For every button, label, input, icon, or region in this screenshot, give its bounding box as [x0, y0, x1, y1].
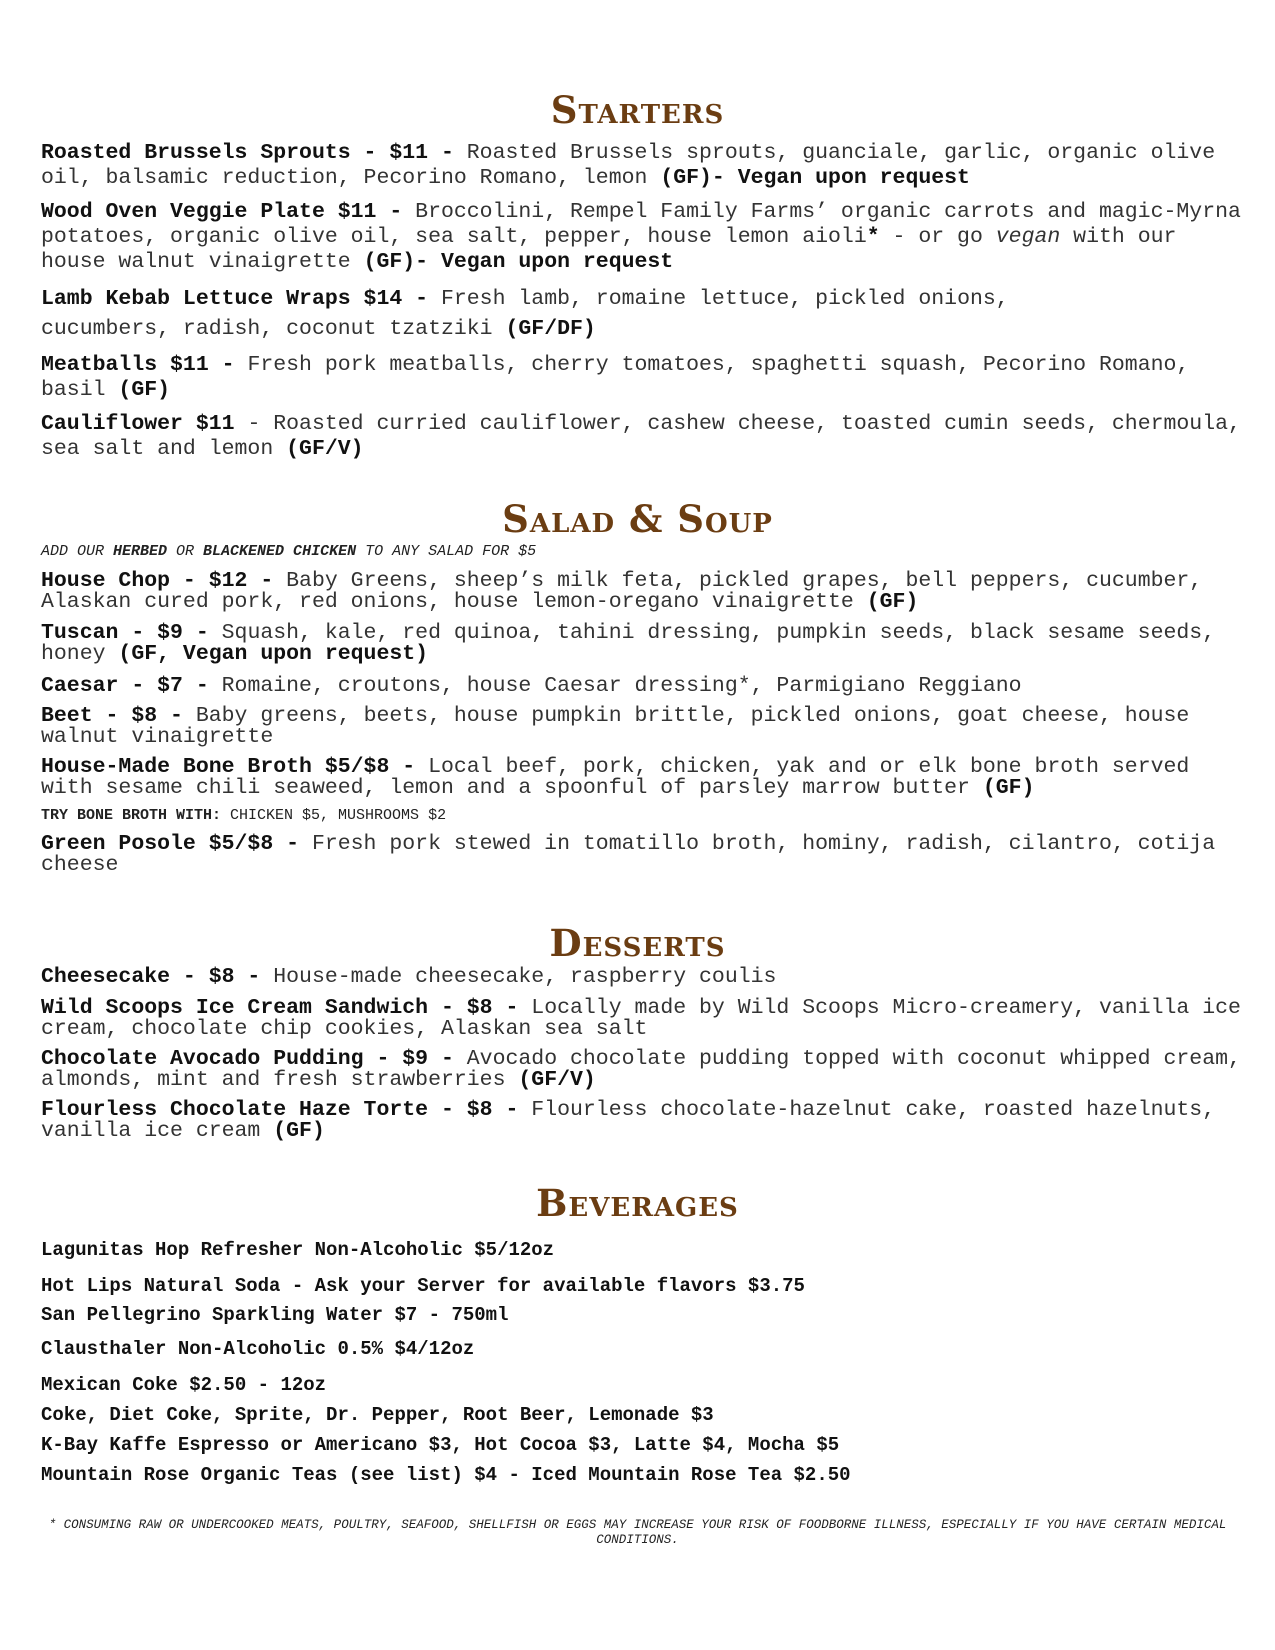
menu-item-flourless-torte: [41, 1100, 1241, 1142]
bone-broth-addon-note: [41, 807, 1241, 824]
item-name: Flourless Chocolate Haze Torte - $8 -: [41, 1098, 519, 1122]
menu-item-brussels-sprouts: [41, 141, 1241, 191]
item-description: Roasted Brussels sprouts, guanciale, garlic, organic olive oil, balsamic reduction, Pecorino Romano, lemon: [41, 141, 1216, 190]
dietary-tag: (GF): [118, 378, 171, 402]
beverage-item: Clausthaler Non-Alcoholic 0.5% $4/12oz: [41, 1338, 475, 1360]
item-description: House-made cheesecake, raspberry coulis: [260, 965, 777, 989]
item-name: House-Made Bone Broth $5/$8 -: [41, 755, 416, 779]
item-description: Baby Greens, sheep’s milk feta, pickled grapes, bell peppers, cucumber, Alaskan cured pork, red onions, house lemon-oregano vinaigrette: [41, 569, 1203, 614]
note-label: TRY BONE BROTH WITH:: [41, 807, 222, 824]
item-name: Chocolate Avocado Pudding - $9 -: [41, 1047, 454, 1071]
beverage-item: Mountain Rose Organic Teas (see list) $4 - Iced Mountain Rose Tea $2.50: [41, 1464, 851, 1486]
item-description: Locally made by Wild Scoops Micro-creamery, vanilla ice cream, chocolate chip cookies, Alaskan sea salt: [41, 996, 1241, 1041]
beverage-item: Lagunitas Hop Refresher Non-Alcoholic $5/12oz: [41, 1239, 555, 1261]
dietary-tag: (GF): [273, 1119, 325, 1143]
dietary-tag: (GF/DF): [505, 317, 596, 341]
dietary-tag: (GF/V): [518, 1068, 596, 1092]
item-description: Fresh pork stewed in tomatillo broth, hominy, radish, cilantro, cotija cheese: [41, 832, 1216, 877]
beverage-item: San Pellegrino Sparkling Water $7 - 750ml: [41, 1304, 509, 1326]
item-name: Wild Scoops Ice Cream Sandwich - $8 -: [41, 996, 519, 1020]
beverage-item: Coke, Diet Coke, Sprite, Dr. Pepper, Root Beer, Lemonade $3: [41, 1404, 714, 1426]
item-name: Cauliflower $11: [41, 412, 235, 436]
starters-heading: Starters: [550, 88, 725, 132]
menu-item-caesar: [41, 676, 1241, 697]
item-description: Baby greens, beets, house pumpkin brittle, pickled onions, goat cheese, house walnut vinaigrette: [41, 704, 1190, 749]
item-name: House Chop - $12 -: [41, 569, 274, 593]
menu-item-beet: [41, 706, 1241, 748]
dietary-tag: (GF, Vegan upon request): [118, 642, 429, 666]
item-emphasis: vegan: [995, 225, 1061, 249]
dietary-tag: (GF)- Vegan upon request: [660, 166, 970, 190]
menu-item-tuscan: [41, 623, 1241, 665]
chicken-addon-note: [41, 543, 1241, 560]
menu-item-cauliflower: [41, 412, 1241, 462]
note-text: ADD OUR: [41, 543, 114, 560]
dietary-tag: (GF): [866, 590, 919, 614]
item-description: - or go: [879, 225, 996, 249]
menu-item-house-chop: [41, 571, 1241, 613]
note-emphasis: HERBED: [113, 543, 168, 560]
menu-item-ice-cream-sandwich: [41, 998, 1241, 1040]
item-description: cucumbers, radish, coconut tzatziki: [41, 317, 506, 341]
note-text: OR: [167, 543, 204, 560]
menu-item-bone-broth: [41, 757, 1241, 799]
item-name: Roasted Brussels Sprouts - $11 -: [41, 141, 454, 165]
asterisk-mark: *: [866, 225, 880, 249]
note-text: CHICKEN $5, MUSHROOMS $2: [221, 807, 447, 824]
dietary-tag: (GF): [982, 776, 1035, 800]
item-description: Squash, kale, red quinoa, tahini dressing, pumpkin seeds, black sesame seeds, honey: [41, 621, 1216, 666]
item-description: with our house walnut vinaigrette: [41, 225, 1177, 274]
item-description: Flourless chocolate-hazelnut cake, roasted hazelnuts, vanilla ice cream: [41, 1098, 1216, 1143]
item-name: Beet - $8 -: [41, 704, 183, 728]
dietary-tag: (GF/V): [286, 437, 364, 461]
beverage-item: Hot Lips Natural Soda - Ask your Server for available flavors $3.75: [41, 1275, 805, 1297]
menu-item-lamb-kebab: [41, 284, 1241, 344]
menu-item-meatballs: [41, 353, 1241, 403]
item-description: Fresh lamb, romaine lettuce, pickled onions,: [428, 287, 1009, 311]
beverage-item: K-Bay Kaffe Espresso or Americano $3, Hot Cocoa $3, Latte $4, Mocha $5: [41, 1434, 840, 1456]
menu-item-green-posole: [41, 834, 1241, 876]
item-description: Broccolini, Rempel Family Farms’ organic carrots and magic-Myrna potatoes, organic olive oil, sea salt, pepper, house lemon aioli: [41, 200, 1241, 249]
item-description: - Roasted curried cauliflower, cashew cheese, toasted cumin seeds, chermoula, sea salt and lemon: [41, 412, 1241, 461]
salad-soup-heading: Salad & Soup: [502, 497, 773, 541]
item-name: Wood Oven Veggie Plate $11 -: [41, 200, 403, 224]
item-description: Local beef, pork, chicken, yak and or elk bone broth served with sesame chili seaweed, lemon and a spoonful of parsley marrow butter: [41, 755, 1190, 800]
item-name: Tuscan - $9 -: [41, 621, 209, 645]
menu-item-veggie-plate: [41, 200, 1241, 275]
item-description: Fresh pork meatballs, cherry tomatoes, spaghetti squash, Pecorino Romano, basil: [41, 353, 1190, 402]
menu-item-cheesecake: [41, 967, 1241, 988]
item-description: Romaine, croutons, house Caesar dressing*, Parmigiano Reggiano: [208, 674, 1022, 698]
beverages-heading: Beverages: [536, 1181, 739, 1225]
item-name: Caesar - $7 -: [41, 674, 209, 698]
item-name: Green Posole $5/$8 -: [41, 832, 300, 856]
desserts-heading: Desserts: [549, 921, 726, 965]
item-name: Meatballs $11 -: [41, 353, 235, 377]
dietary-tag: (GF)- Vegan upon request: [363, 250, 674, 274]
food-safety-disclaimer: * CONSUMING RAW OR UNDERCOOKED MEATS, POULTRY, SEAFOOD, SHELLFISH OR EGGS MAY INCREASE YOUR RISK OF FOODBORNE ILLNESS, ESPECIALLY IF YOU HAVE CERTAIN MEDICAL CONDITIONS.: [48, 1518, 1227, 1547]
item-name: Cheesecake - $8 -: [41, 965, 261, 989]
menu-item-avocado-pudding: [41, 1049, 1241, 1091]
item-name: Lamb Kebab Lettuce Wraps $14 -: [41, 287, 429, 311]
beverage-item: Mexican Coke $2.50 - 12oz: [41, 1374, 327, 1396]
item-description: Avocado chocolate pudding topped with coconut whipped cream, almonds, mint and fresh strawberries: [41, 1047, 1241, 1092]
note-text: TO ANY SALAD FOR $5: [356, 543, 537, 560]
note-emphasis: BLACKENED CHICKEN: [203, 543, 357, 560]
